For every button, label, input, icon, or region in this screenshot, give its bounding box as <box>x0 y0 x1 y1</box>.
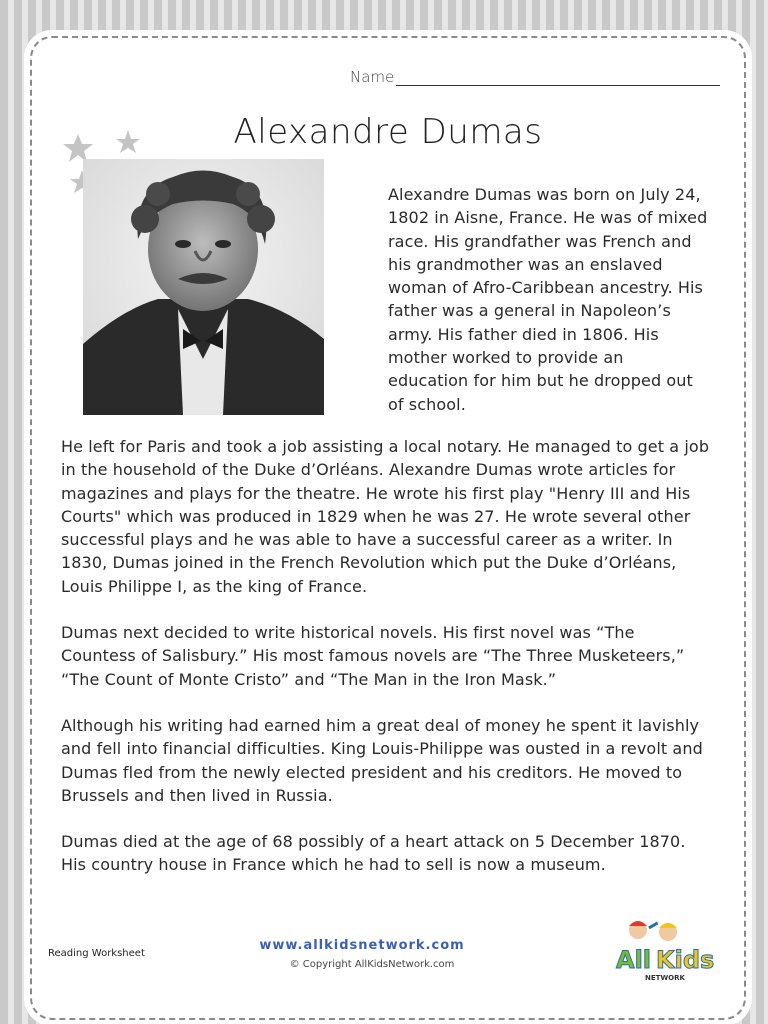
copyright-text: © Copyright AllKidsNetwork.com <box>289 959 455 970</box>
paragraph-3: Although his writing had earned him a great deal of money he spent it lavishly and fell into financial difficulties. King Louis-Philippe was ousted in a revolt and Dumas fled from the newly elected president and his creditors. He moved to Brussels and then lived in Russia. <box>61 716 703 805</box>
name-field-row <box>350 68 720 92</box>
allkids-network-logo[interactable] <box>610 914 720 984</box>
paragraph-1: He left for Paris and took a job assisting a local notary. He managed to get a job in the household of the Duke d’Orléans. Alexandre Dumas wrote articles for magazines and plays for the theatre. He wrote his first play "Henry III and His Courts" which was produced in 1829 when he was 27. He wrote several other successful plays and he was able to have a successful career as a writer. In 1830, Dumas joined in the French Revolution which put the Duke d’Orléans, Louis Philippe I, as the king of France. <box>61 437 710 596</box>
portrait-image <box>83 159 324 415</box>
star-icon <box>63 134 93 162</box>
svg-text:Kids: Kids <box>656 946 715 974</box>
website-link[interactable]: www.allkidsnetwork.com <box>259 938 465 953</box>
star-icon <box>116 130 140 153</box>
name-label: Name <box>350 68 395 86</box>
paragraph-2: Dumas next decided to write historical novels. His first novel was “The Countess of Salisbury.” His most famous novels are “The Three Musketeers,” “The Count of Monte Cristo” and “The Man in the Iron Mask.” <box>61 623 685 689</box>
reading-worksheet-label: Reading Worksheet <box>48 948 145 959</box>
svg-text:NETWORK: NETWORK <box>645 974 685 982</box>
page-title: Alexandre Dumas <box>233 112 543 152</box>
intro-paragraph: Alexandre Dumas was born on July 24, 1802 in Aisne, France. He was of mixed race. His grandfather was French and his grandmother was an enslaved woman of Afro-Caribbean ancestry. His father was a general in Napoleon’s army. His father died in 1806. His mother worked to provide an education for him but he dropped out of school. <box>388 185 708 414</box>
svg-text:All: All <box>616 946 652 974</box>
worksheet-page <box>30 36 746 1020</box>
name-input-line[interactable] <box>396 85 720 86</box>
paragraph-4: Dumas died at the age of 68 possibly of a heart attack on 5 December 1870. His country house in France which he had to sell is now a museum. <box>61 832 686 875</box>
